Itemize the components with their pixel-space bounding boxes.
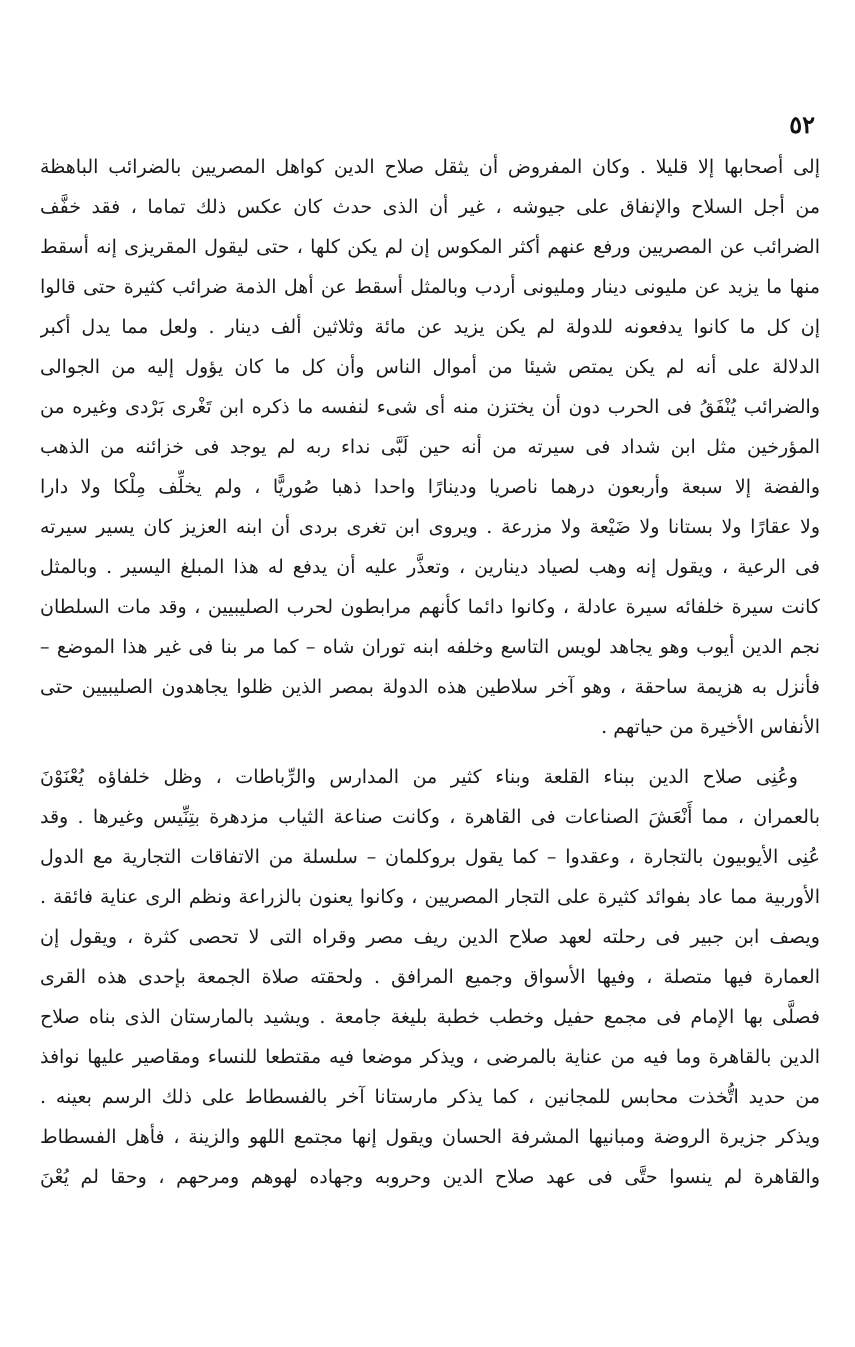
text-line: الأوربية مما عاد بفوائد كثيرة على التجار المصريين ، وكانوا يعنون بالزراعة ونظم الرى عناية فائقة . bbox=[40, 886, 820, 908]
text-line: الضرائب عن المصريين ورفع عنهم أكثر المكوس إن لم يكن كلها ، حتى ليقول المقريزى إنه أسقط bbox=[40, 236, 820, 258]
text-line: كانت سيرة خلفائه سيرة عادلة ، وكانوا دائما كأنهم مرابطون لحرب الصليبيين ، وقد مات السلطان bbox=[40, 596, 820, 618]
text-line: المؤرخين مثل ابن شداد فى سيرته من أنه حين لَبَّى نداء ربه لم يوجد فى خزائنه من الذهب bbox=[40, 436, 820, 458]
text-line: والضرائب يُنْفَقُ فى الحرب دون أن يختزن منه أى شىء لنفسه ما ذكره ابن تَغْرى بَرْدى وغيره من bbox=[40, 396, 820, 418]
text-line: ولا عقارًا ولا بستانا ولا ضَيْعة ولا مزرعة . ويروى ابن تغرى بردى أن ابنه العزيز كان يسير سيرته bbox=[40, 516, 820, 538]
text-line: فصلَّى بها الإمام فى مجمع حفيل وخطب خطبة بليغة جامعة . ويشيد بالمارستان الذى بناه صلاح bbox=[40, 1006, 820, 1028]
text-line: عُنِى الأيوبيون بالتجارة ، وعقدوا – كما يقول بروكلمان – سلسلة من الاتفاقات التجارية مع الدول bbox=[40, 846, 820, 868]
text-line: بالعمران ، مما أَنْعَشَ الصناعات فى القاهرة ، وكانت صناعة الثياب مزدهرة بتِنِّيس وغيرها . وقد bbox=[40, 806, 820, 828]
text-line: ويذكر جزيرة الروضة ومبانيها المشرفة الحسان ويقول إنها مجتمع اللهو والزينة ، فأهل الفسطاط bbox=[40, 1126, 820, 1148]
text-line: الدين بالقاهرة وما فيه من عناية بالمرضى ، ويذكر موضعا فيه مقتطعا للنساء ومقاصير عليها نوافذ bbox=[40, 1046, 820, 1068]
text-line: فى الرعية ، ويقول إنه وهب لصياد دينارين ، وتعذَّر عليه أن يدفع له هذا المبلغ اليسير . وبالمثل bbox=[40, 556, 820, 578]
text-line: فأنزل به هزيمة ساحقة ، وهو آخر سلاطين هذه الدولة بمصر الذين ظلوا يجاهدون الصليبيين حتى bbox=[40, 676, 820, 698]
text-line: والقاهرة لم ينسوا حتَّى فى عهد صلاح الدين وحروبه وجهاده لهوهم ومرحهم ، وحقا لم يُعْنَ bbox=[40, 1166, 820, 1188]
text-line: العمارة فيها متصلة ، وفيها الأسواق وجميع المرافق . ولحقته صلاة الجمعة بإحدى هذه القرى bbox=[40, 966, 820, 988]
text-line: منها ما يزيد عن مليونى دينار ومليونى أردب وبالمثل أسقط عن أهل الذمة ضرائب كثيرة حتى قالوا bbox=[40, 276, 820, 298]
text-line-paragraph-start: وعُنِى صلاح الدين ببناء القلعة وبناء كثير من المدارس والرِّباطات ، وظل خلفاؤه يُعْنَوْنَ bbox=[40, 766, 798, 788]
text-line: من أجل السلاح والإنفاق على جيوشه ، غير أن الذى حدث كان عكس ذلك تماما ، فقد خفَّف bbox=[40, 196, 820, 218]
text-line: نجم الدين أيوب وهو يجاهد لويس التاسع وخلفه ابنه توران شاه – كما مر بنا فى غير هذا الموضع – bbox=[40, 636, 820, 658]
page-number: ٥٢ bbox=[789, 110, 815, 139]
text-line: والفضة إلا سبعة وأربعون درهما ناصريا ودينارًا واحدا ذهبا صُوريًّا ، ولم يخلِّف مِلْكا ولا دارا bbox=[40, 476, 820, 498]
text-line: ويصف ابن جبير فى رحلته لعهد صلاح الدين ريف مصر وقراه التى لا تحصى كثرة ، ويقول إن bbox=[40, 926, 820, 948]
text-line: إن كل ما كانوا يدفعونه للدولة لم يكن يزيد عن مائة وثلاثين ألف دينار . ولعل مما يدل أكبر bbox=[40, 316, 820, 338]
text-line-paragraph-end: الأنفاس الأخيرة من حياتهم . bbox=[601, 716, 820, 738]
text-line: الدلالة على أنه لم يكن يمتص شيئا من أموال الناس وأن كل ما كان يؤول إليه من الجوالى bbox=[40, 356, 820, 378]
text-line: إلى أصحابها إلا قليلا . وكان المفروض أن يثقل صلاح الدين كواهل المصريين بالضرائب الباهظة bbox=[40, 156, 820, 178]
text-line: من حديد اتُّخذت محابس للمجانين ، كما يذكر مارستانا آخر بالفسطاط على ذلك الرسم بعينه . bbox=[40, 1086, 820, 1108]
